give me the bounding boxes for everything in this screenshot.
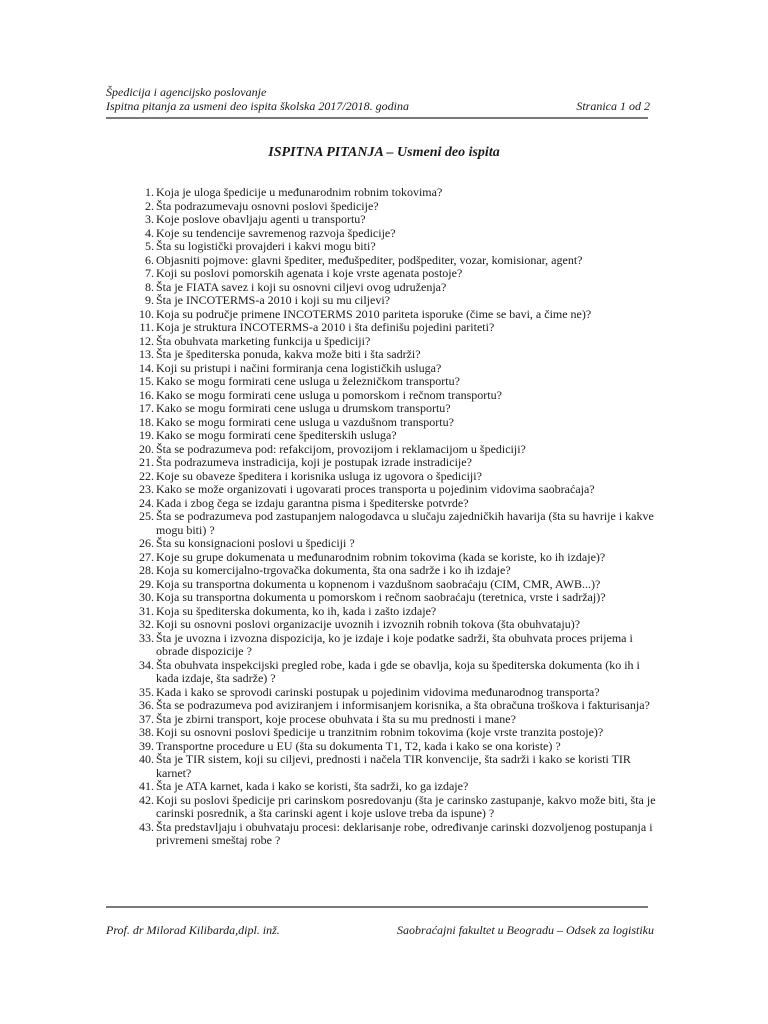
question-text: Šta se podrazumeva pod: refakcijom, provozijom i reklamacijom u špediciji? xyxy=(156,441,526,456)
question-number: 38. xyxy=(139,725,154,739)
question-number: 21. xyxy=(139,455,154,469)
question-number: 19. xyxy=(139,428,154,442)
question-text: Šta je INCOTERMS-a 2010 i koji su mu ciljevi? xyxy=(156,293,390,307)
question-text: Kako se mogu formirati cene usluga u drumskom transportu? xyxy=(156,401,451,415)
question-number: 6. xyxy=(145,252,154,267)
question-number: 42. xyxy=(139,792,154,807)
footer-institution: Saobraćajni fakultet u Beogradu – Odsek za logistiku xyxy=(397,923,654,937)
question-item xyxy=(120,618,660,632)
question-number: 37. xyxy=(139,711,154,726)
question-text: Koja su transportna dokumenta u kopnenom i vazdušnom saobraćaju (CIM, CMR, AWB...)? xyxy=(156,576,601,591)
question-item xyxy=(120,753,660,780)
question-item xyxy=(120,726,660,740)
question-number: 17. xyxy=(139,401,154,415)
question-text: Šta predstavljaju i obuhvataju procesi: deklarisanje robe, određivanje carinski dozvoljenog postupanja i privremeni smeštaj robe ? xyxy=(156,819,653,847)
page-title: ISPITNA PITANJA – Usmeni deo ispita xyxy=(268,145,500,160)
header-line xyxy=(106,99,650,113)
question-text: Koja su područje primene INCOTERMS 2010 pariteta isporuke (čime se bavi, a čime ne)? xyxy=(156,306,592,321)
question-number: 20. xyxy=(139,441,154,456)
question-item xyxy=(120,362,660,376)
question-item xyxy=(120,591,660,605)
question-item xyxy=(120,794,660,821)
question-number: 1. xyxy=(145,185,154,199)
question-item xyxy=(120,429,660,443)
question-text: Koja su špediterska dokumenta, ko ih, kada i zašto izdaje? xyxy=(156,603,437,618)
question-number: 13. xyxy=(139,347,154,361)
question-text: Šta je zbirni transport, koje procese obuhvata i šta su mu prednosti i mane? xyxy=(156,711,516,726)
question-item xyxy=(120,605,660,619)
question-item xyxy=(120,578,660,592)
question-item xyxy=(120,713,660,727)
question-item xyxy=(120,740,660,754)
question-number: 28. xyxy=(139,563,154,577)
question-text: Kada i kako se sprovodi carinski postupak u pojedinim vidovima međunarodnog transporta? xyxy=(156,684,600,699)
question-number: 10. xyxy=(139,306,154,321)
question-text: Koja su komercijalno-trgovačka dokumenta, šta ona sadrže i ko ih izdaje? xyxy=(156,563,511,577)
question-number: 12. xyxy=(139,333,154,348)
question-text: Šta je špediterska ponuda, kakva može biti i šta sadrži? xyxy=(156,347,421,361)
question-number: 8. xyxy=(145,279,154,294)
question-text: Šta je FIATA savez i koji su osnovni ciljevi ovog udruženja? xyxy=(156,279,447,294)
question-text: Šta obuhvata inspekcijski pregled robe, kada i gde se obavlja, koja su špediterska dokumenta (ko ih i kada izdaje, šta sadrže) ? xyxy=(156,657,640,685)
question-item xyxy=(120,375,660,389)
question-text: Šta su konsignacioni poslovi u špediciji ? xyxy=(156,536,355,550)
question-item xyxy=(120,213,660,227)
question-item xyxy=(120,699,660,713)
question-number: 5. xyxy=(145,239,154,253)
question-number: 14. xyxy=(139,360,154,375)
question-item xyxy=(120,537,660,551)
question-item xyxy=(120,686,660,700)
question-text: Transportne procedure u EU (šta su dokumenta T1, T2, kada i kako se ona koriste) ? xyxy=(156,738,561,753)
question-number: 30. xyxy=(139,590,154,604)
footer xyxy=(106,923,654,938)
question-number: 11. xyxy=(139,320,154,334)
question-item xyxy=(120,456,660,470)
question-number: 27. xyxy=(139,549,154,564)
question-number: 4. xyxy=(145,225,154,240)
footer-author: Prof. dr Milorad Kilibarda,dipl. inž. xyxy=(106,923,280,937)
header-divider xyxy=(106,117,648,119)
question-text: Kako se mogu formirati cene usluga u železničkom transportu? xyxy=(156,374,460,388)
question-item xyxy=(120,254,660,268)
footer-divider xyxy=(106,906,648,908)
header-course: Špedicija i agencijsko poslovanje xyxy=(106,85,267,99)
question-text: Koji su poslovi pomorskih agenata i koje vrste agenata postoje? xyxy=(156,266,463,280)
question-text: Kako se može organizovati i ugovarati proces transporta u pojedinim vidovima saobraćaja? xyxy=(156,482,595,496)
question-number: 23. xyxy=(139,482,154,496)
question-item xyxy=(120,200,660,214)
question-number: 40. xyxy=(139,752,154,766)
question-text: Koji su pristupi i načini formiranja cena logističkih usluga? xyxy=(156,360,442,375)
question-item xyxy=(120,470,660,484)
question-item xyxy=(120,348,660,362)
question-number: 16. xyxy=(139,387,154,402)
question-text: Koje su grupe dokumenata u međunarodnim robnim tokovima (kada se koriste, ko ih izdaje)? xyxy=(156,549,606,564)
question-text: Koje su obaveze špeditera i korisnika usluga iz ugovora o špediciji? xyxy=(156,468,482,483)
question-item xyxy=(120,416,660,430)
question-number: 2. xyxy=(145,198,154,213)
question-text: Koji su osnovni poslovi špedicije u tranzitnim robnim tokovima (koje vrste tranzita postoje)? xyxy=(156,725,604,739)
question-number: 29. xyxy=(139,576,154,591)
question-text: Koji su osnovni poslovi organizacije uvoznih i izvoznih robnih tokova (šta obuhvataju)? xyxy=(156,617,581,631)
question-item xyxy=(120,510,660,537)
header-subtitle: Ispitna pitanja za usmeni deo ispita školska 2017/2018. godina xyxy=(106,99,409,113)
question-text: Kako se mogu formirati cene špediterskih usluga? xyxy=(156,428,397,442)
question-number: 24. xyxy=(139,495,154,510)
question-text: Koja je uloga špedicije u međunarodnim robnim tokovima? xyxy=(156,185,443,199)
question-text: Kada i zbog čega se izdaju garantna pisma i špediterske potvrde? xyxy=(156,495,469,510)
question-text: Koje su tendencije savremenog razvoja špedicije? xyxy=(156,225,396,240)
question-number: 26. xyxy=(139,536,154,550)
question-item xyxy=(120,186,660,200)
question-number: 41. xyxy=(139,779,154,793)
question-item xyxy=(120,308,660,322)
question-item xyxy=(120,551,660,565)
question-number: 22. xyxy=(139,468,154,483)
question-item xyxy=(120,497,660,511)
question-item xyxy=(120,281,660,295)
question-number: 7. xyxy=(145,266,154,280)
question-number: 32. xyxy=(139,617,154,631)
question-text: Šta su logistički provajderi i kakvi mogu biti? xyxy=(156,239,376,253)
question-number: 35. xyxy=(139,684,154,699)
question-item xyxy=(120,821,660,848)
question-item xyxy=(120,335,660,349)
question-list xyxy=(120,186,660,848)
question-number: 25. xyxy=(139,509,154,523)
question-item xyxy=(120,267,660,281)
question-item xyxy=(120,632,660,659)
header-page-label: Stranica 1 od 2 xyxy=(576,99,650,113)
question-text: Šta podrazumeva instradicija, koji je postupak izrade instradicije? xyxy=(156,455,472,469)
question-text: Šta obuhvata marketing funkcija u špediciji? xyxy=(156,333,371,348)
question-text: Koja su transportna dokumenta u pomorskom i rečnom saobraćaju (teretnica, vrste i sadržaj)? xyxy=(156,590,606,604)
question-text: Šta se podrazumeva pod zastupanjem nalogodavca u slučaju zajedničkih havarija (šta su havrije i kakve mogu biti) ? xyxy=(156,509,654,537)
question-number: 18. xyxy=(139,414,154,429)
question-text: Šta je uvozna i izvozna dispozicija, ko je izdaje i koje podatke sadrži, šta obuhvata proces prijema i obrade dispozicije ? xyxy=(156,630,633,658)
question-text: Kako se mogu formirati cene usluga u vazdušnom transportu? xyxy=(156,414,454,429)
question-text: Šta je TIR sistem, koji su ciljevi, prednosti i načela TIR konvencije, šta sadrži i kako se koristi TIR karnet? xyxy=(156,752,631,780)
question-text: Šta podrazumevaju osnovni poslovi špedicije? xyxy=(156,198,379,213)
question-number: 31. xyxy=(139,603,154,618)
question-text: Objasniti pojmove: glavni špediter, međušpediter, podšpediter, vozar, komisionar, agent? xyxy=(156,252,583,267)
question-item xyxy=(120,389,660,403)
question-item xyxy=(120,659,660,686)
question-number: 3. xyxy=(145,212,154,226)
question-text: Šta je ATA karnet, kada i kako se koristi, šta sadrži, ko ga izdaje? xyxy=(156,779,469,793)
question-item xyxy=(120,483,660,497)
question-text: Koji su poslovi špedicije pri carinskom posredovanju (šta je carinsko zastupanje, kakvo može biti, šta je carinski posrednik, a šta carinski agent i koje uslove treba da ispune) ? xyxy=(156,792,656,820)
question-item xyxy=(120,240,660,254)
question-number: 39. xyxy=(139,738,154,753)
question-item xyxy=(120,780,660,794)
question-item xyxy=(120,321,660,335)
question-item xyxy=(120,227,660,241)
question-text: Šta se podrazumeva pod aviziranjem i informisanjem korisnika, a šta obračuna troškova i fakturisanja? xyxy=(156,698,650,712)
question-number: 9. xyxy=(145,293,154,307)
question-item xyxy=(120,402,660,416)
question-item xyxy=(120,443,660,457)
question-number: 43. xyxy=(139,819,154,834)
question-number: 34. xyxy=(139,657,154,672)
question-number: 36. xyxy=(139,698,154,712)
question-number: 15. xyxy=(139,374,154,388)
question-item xyxy=(120,294,660,308)
question-item xyxy=(120,564,660,578)
question-text: Koja je struktura INCOTERMS-a 2010 i šta definišu pojedini pariteti? xyxy=(156,320,495,334)
question-text: Koje poslove obavljaju agenti u transportu? xyxy=(156,212,366,226)
question-text: Kako se mogu formirati cene usluga u pomorskom i rečnom transportu? xyxy=(156,387,502,402)
question-number: 33. xyxy=(139,630,154,645)
